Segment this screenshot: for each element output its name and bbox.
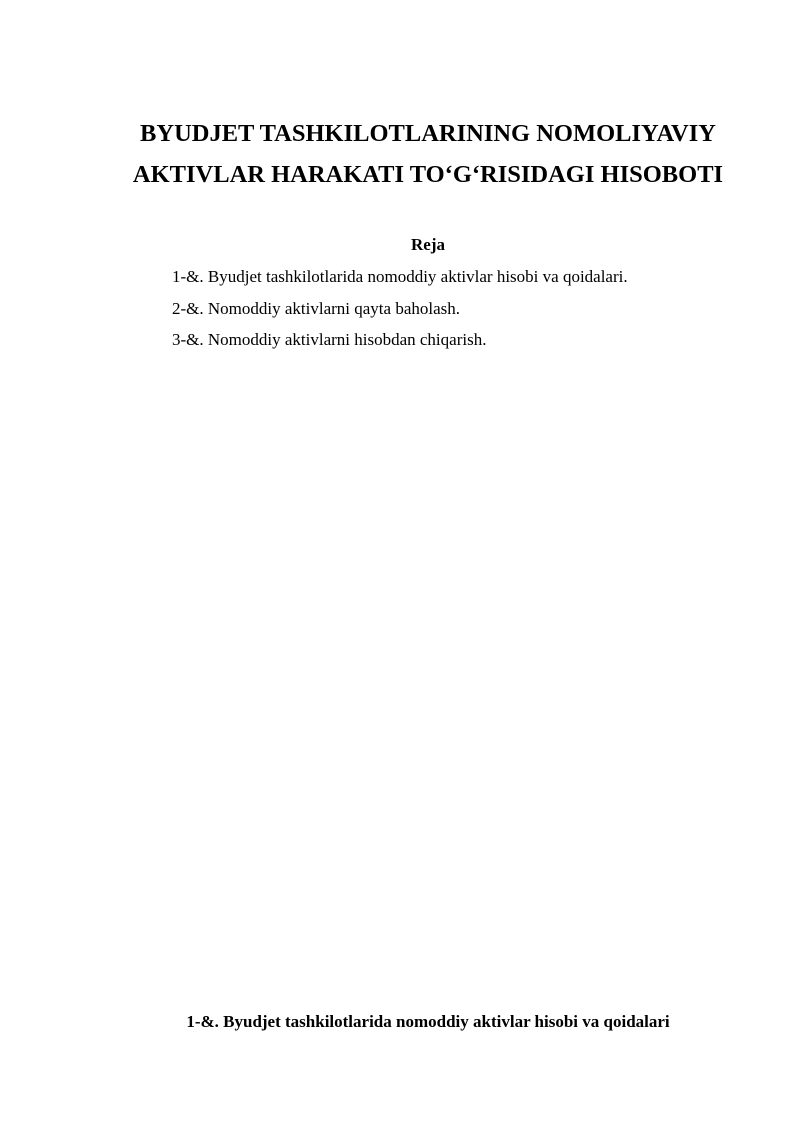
document-title-line-2: AKTIVLAR HARAKATI TO‘G‘RISIDAGI HISOBOTI — [132, 161, 724, 188]
plan-list — [172, 265, 628, 360]
document-title-line-1: BYUDJET TASHKILOTLARINING NOMOLIYAVIY — [140, 120, 716, 147]
section-heading: 1-&. Byudjet tashkilotlarida nomoddiy aktivlar hisobi va qoidalari — [186, 1012, 670, 1031]
plan-item-1: 1-&. Byudjet tashkilotlarida nomoddiy aktivlar hisobi va qoidalari. — [172, 267, 628, 286]
plan-item-2: 2-&. Nomoddiy aktivlarni qayta baholash. — [172, 298, 460, 318]
plan-heading: Reja — [411, 235, 445, 254]
plan-item-3: 3-&. Nomoddiy aktivlarni hisobdan chiqarish. — [172, 330, 487, 349]
